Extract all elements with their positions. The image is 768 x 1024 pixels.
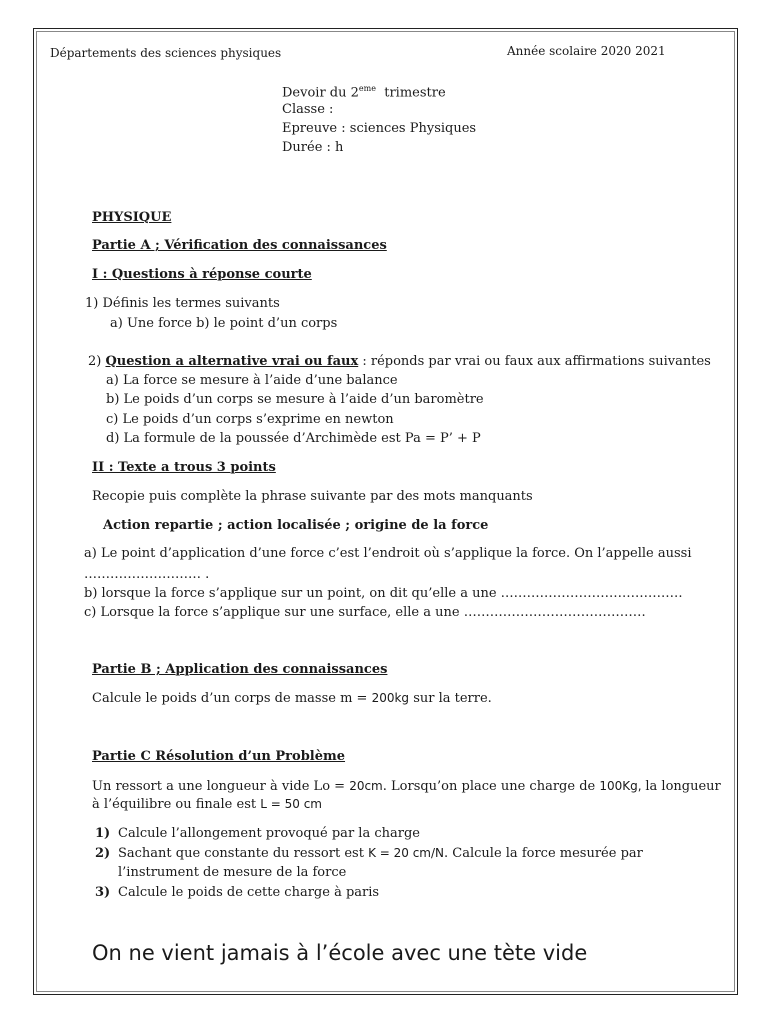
q2-item-c: c) Le poids d’un corps s’exprime en newton: [106, 412, 394, 427]
partC-item-2-cont: l’instrument de mesure de la force: [118, 865, 347, 880]
section-II-title: II : Texte a trous 3 points: [92, 460, 276, 475]
partC-item-1-text: Calcule l’allongement provoqué par la charge: [118, 826, 420, 841]
partC-item-1: [95, 825, 420, 842]
devoir-suffix: trimestre: [384, 85, 446, 101]
partC-item-2-num: 2): [95, 846, 111, 861]
partB-title: Partie B ; Application des connaissances: [92, 662, 388, 677]
partC-item-3: [95, 884, 380, 901]
word-bank: Action repartie ; action localisée ; origine de la force: [103, 518, 489, 533]
question-2-rest: : réponds par vrai ou faux aux affirmations suivantes: [358, 354, 711, 369]
partC-line1-b: 20cm: [349, 779, 383, 793]
partC-item-2: [95, 845, 643, 862]
partC-line1-a: Un ressort a une longueur à vide Lo =: [92, 779, 350, 794]
partB-text: [92, 690, 492, 707]
q2-item-d: d) La formule de la poussée d’Archimède est Pa = P’ + P: [106, 431, 481, 446]
partC-line1-f: la longueur: [645, 779, 721, 794]
classe-label: Classe :: [282, 102, 334, 117]
question-2-title: Question a alternative vrai ou faux: [105, 354, 359, 369]
partC-item-2-text-b: K = 20 cm/N: [368, 846, 445, 860]
partC-line1-c: . Lorsqu’on place une charge de: [382, 779, 600, 794]
duree-label: Durée : h: [282, 140, 344, 155]
partC-line2-a: à l’équilibre ou finale est: [92, 797, 261, 812]
question-1: 1) Définis les termes suivants: [85, 296, 280, 311]
question-1-items: a) Une force b) le point d’un corps: [110, 316, 338, 331]
footer-motto: On ne vient jamais à l’école avec une tète vide: [92, 941, 588, 965]
partC-item-1-num: 1): [95, 826, 111, 841]
epreuve-label: Epreuve : sciences Physiques: [282, 121, 477, 136]
devoir-sup: eme: [358, 84, 376, 93]
school-year: Année scolaire 2020 2021: [507, 44, 666, 58]
question-2-num: 2): [88, 354, 102, 369]
fill-item-a-blank: ……………………… .: [84, 567, 210, 582]
partB-mass: 200kg: [371, 691, 410, 705]
physique-heading: PHYSIQUE: [92, 210, 172, 225]
q2-item-a: a) La force se mesure à l’aide d’une balance: [106, 373, 398, 388]
section-II-intro: Recopie puis complète la phrase suivante par des mots manquants: [92, 489, 533, 504]
partC-line1-d: 100Kg: [599, 779, 638, 793]
partA-title: Partie A ; Vérification des connaissances: [92, 238, 387, 253]
q2-item-b: b) Le poids d’un corps se mesure à l’aide d’un baromètre: [106, 392, 484, 407]
devoir-title: [282, 80, 446, 101]
question-2: [88, 353, 711, 370]
partC-line-1: [92, 778, 721, 795]
partC-title: Partie C Résolution d’un Problème: [92, 749, 346, 764]
section-I-title: I : Questions à réponse courte: [92, 267, 312, 282]
partC-line2-b: L = 50 cm: [260, 797, 322, 811]
partC-item-2-text-c: . Calcule la force mesurée par: [444, 846, 643, 861]
fill-item-c: c) Lorsque la force s’applique sur une surface, elle a une ……………………………………: [84, 605, 646, 620]
fill-item-a: a) Le point d’application d’une force c’est l’endroit où s’applique la force. On l’appelle aussi: [84, 546, 692, 561]
fill-item-b: b) lorsque la force s’applique sur un point, on dit qu’elle a une ……………………………………: [84, 586, 683, 601]
partC-line-2: [92, 796, 322, 813]
partB-text-prefix: Calcule le poids d’un corps de masse m =: [92, 691, 372, 706]
partC-line1-e: ,: [637, 779, 646, 793]
partC-item-3-text: Calcule le poids de cette charge à paris: [118, 885, 380, 900]
partC-item-2-text: [118, 845, 643, 862]
partB-text-suffix: sur la terre.: [409, 691, 492, 706]
devoir-prefix: Devoir du 2: [282, 85, 359, 101]
department-label: Départements des sciences physiques: [50, 46, 282, 60]
partC-item-3-num: 3): [95, 885, 111, 900]
partC-item-2-text-a: Sachant que constante du ressort est: [118, 846, 369, 861]
